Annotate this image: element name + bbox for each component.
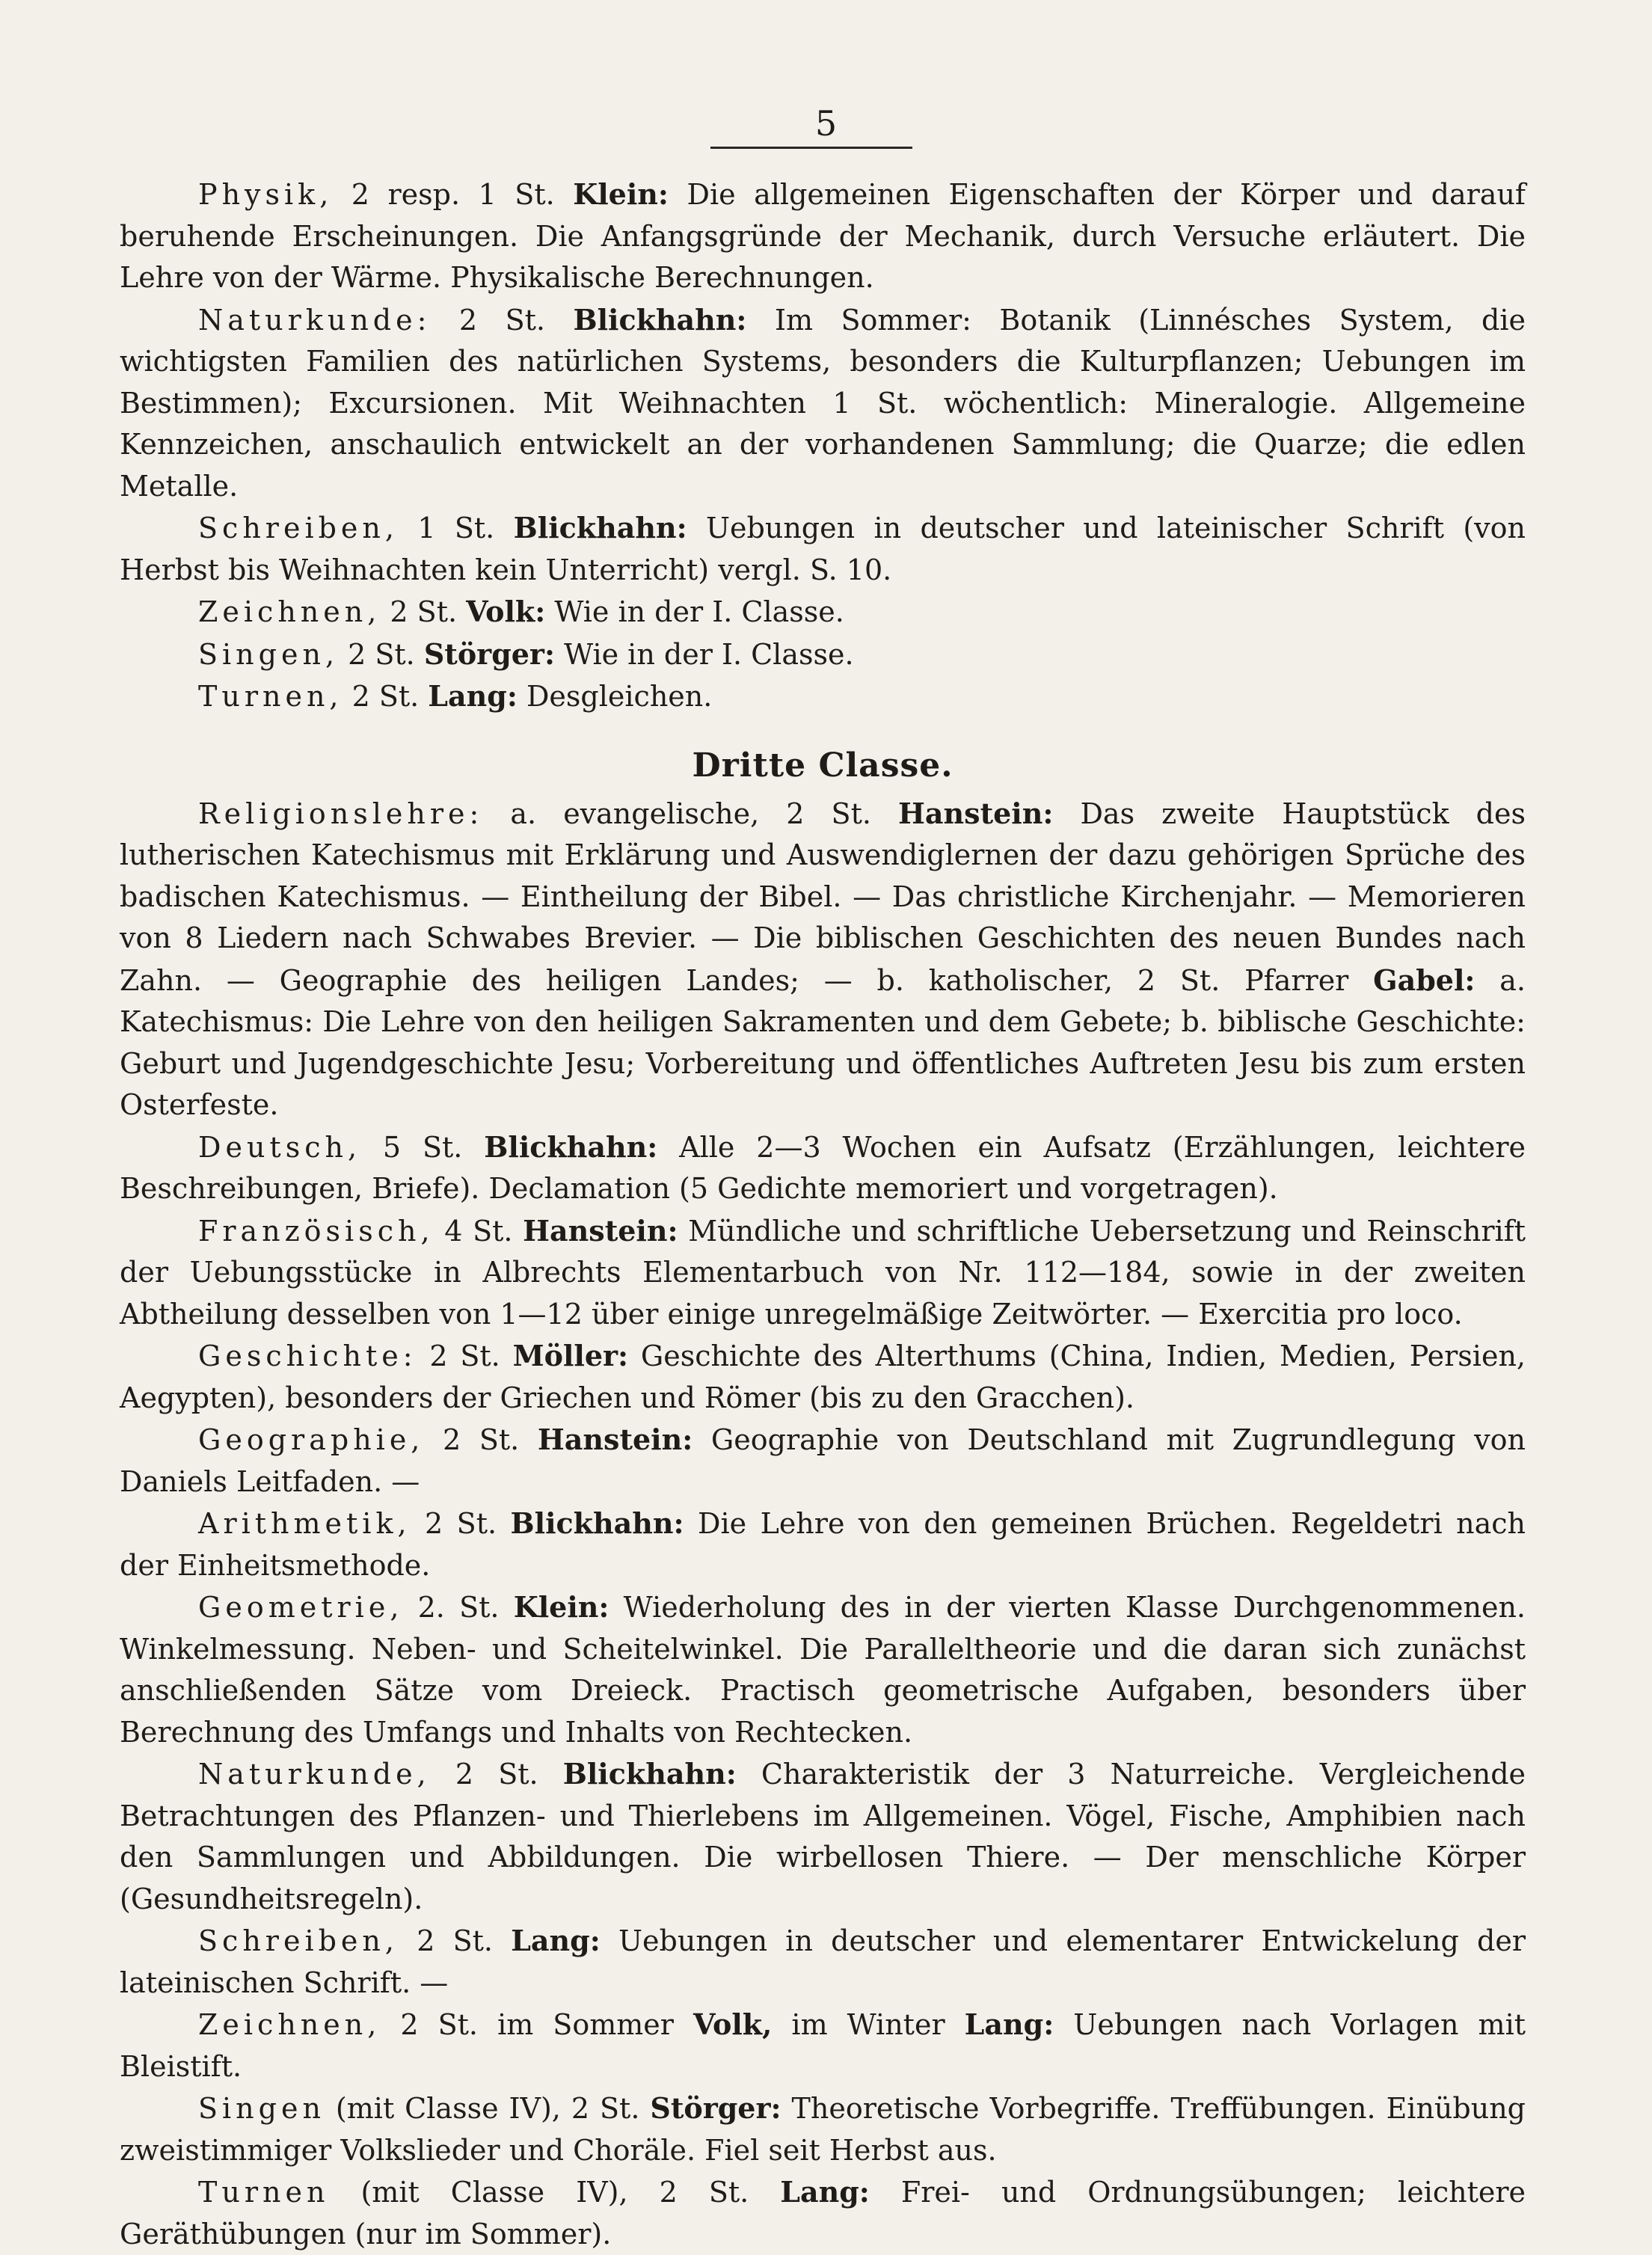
subject-label: Geometrie, [198, 1591, 404, 1624]
paragraph-text: Charakteristik der 3 Naturreiche. Vergleichende Betrachtungen des Pflanzen- und Thierlebens im Allgemeinen. Vögel, Fische, Amphibien nach den Sammlungen und Abbildungen. Die wirbellosen Thiere. — Der menschliche Körper (Gesundheitsregeln). [120, 1758, 1526, 1915]
subject-label: Singen, [198, 637, 340, 671]
teacher-name: Möller: [512, 1339, 629, 1372]
teacher-name: Lang: [511, 1924, 601, 1957]
subject-label: Naturkunde: [198, 303, 432, 337]
paragraph-text-continued: Uebungen nach Vorlagen mit Bleistift. [120, 2008, 1526, 2083]
teacher-name: Hanstein: [898, 796, 1054, 830]
teacher-name: Blickhahn: [484, 1129, 658, 1164]
paragraph-naturkunde [120, 299, 1526, 508]
lesson-hours: 2. St. [403, 1591, 514, 1624]
page-body [120, 174, 1526, 2255]
header-rule [710, 147, 912, 149]
lesson-hours: (mit Classe IV), 2 St. [325, 2092, 651, 2125]
teacher-name: Klein: [573, 177, 669, 211]
teacher-name-secondary: Gabel: [1373, 963, 1476, 997]
paragraph-text: Uebungen in deutscher und elementarer Entwickelung der lateinischen Schrift. — [120, 1924, 1526, 1999]
paragraph-religionslehre [120, 793, 1526, 1126]
paragraph-text: Das zweite Hauptstück des lutherischen Katechismus mit Erklärung und Auswendiglernen der dazu gehörigen Sprüche des badischen Katechismus. — Eintheilung der Bibel. — Das christliche Kirchenjahr. — Memorieren von 8 Liedern nach Schwabes Brevier. — Die biblischen Geschichten des neuen Bundes nach Zahn. — Geographie des heiligen Landes; — b. katholischer, 2 St. Pfarrer [120, 797, 1526, 997]
paragraph-text: Die allgemeinen Eigenschaften der Körper und darauf beruhende Erscheinungen. Die Anfangsgründe der Mechanik, durch Versuche erläutert. Die Lehre von der Wärme. Physikalische Berechnungen. [120, 178, 1526, 294]
subject-label: Zeichnen, [198, 2008, 381, 2041]
page-number: 5 [814, 103, 838, 144]
subject-label: Turnen, [198, 680, 343, 713]
paragraph-zeichnen [120, 591, 1526, 633]
paragraph-text: Die Lehre von den gemeinen Brüchen. Regeldetri nach der Einheitsmethode. [120, 1507, 1526, 1582]
teacher-name-secondary: Lang: [964, 2007, 1054, 2041]
paragraph-singen [120, 633, 1526, 676]
subject-label: Deutsch, [198, 1130, 362, 1164]
lesson-hours: (mit Classe IV), 2 St. [329, 2176, 781, 2209]
paragraph-geometrie [120, 1586, 1526, 1753]
teacher-name: Störger: [650, 2091, 782, 2125]
teacher-name: Blickhahn: [573, 302, 747, 337]
paragraph-singen-dritte [120, 2087, 1526, 2171]
paragraph-schreiben-dritte [120, 1920, 1526, 2004]
lesson-hours: 2 St. [424, 1423, 538, 1456]
teacher-name: Blickhahn: [510, 1506, 684, 1540]
lesson-hours: 2 St. [430, 1758, 563, 1791]
teacher-name: Lang: [780, 2175, 870, 2209]
paragraph-text: Wie in der I. Classe. [545, 595, 844, 628]
paragraph-geographie [120, 1419, 1526, 1503]
subject-label: Naturkunde, [198, 1758, 431, 1791]
teacher-name: Störger: [423, 636, 555, 671]
lesson-hours: a. evangelische, 2 St. [483, 797, 899, 830]
paragraph-turnen-dritte [120, 2171, 1526, 2255]
paragraph-geschichte [120, 1335, 1526, 1419]
paragraph-text: Wiederholung des in der vierten Klasse Durchgenommenen. Winkelmessung. Neben- und Scheitelwinkel. Die Paralleltheorie und die daran sich zunächst anschließenden Sätze vom Dreieck. Practisch geometrische Aufgaben, besonders über Berechnung des Umfangs und Inhalts von Rechtecken. [120, 1591, 1526, 1749]
lesson-hours: 2 St. im Sommer [381, 2008, 694, 2041]
teacher-name: Klein: [513, 1590, 609, 1624]
lesson-hours: 2 St. [417, 1340, 513, 1372]
subject-label: Religionslehre: [198, 797, 484, 830]
paragraph-text: Alle 2—3 Wochen ein Aufsatz (Erzählungen, leichtere Beschreibungen, Briefe). Declamation (5 Gedichte memoriert und vorgetragen). [120, 1130, 1526, 1205]
teacher-name: Volk: [466, 595, 546, 628]
paragraph-text-continued: a. Katechismus: Die Lehre von den heiligen Sakramenten und dem Gebete; b. biblische Geschichte: Geburt und Jugendgeschichte Jesu; Vorbereitung und öffentliches Auftreten Jesu bis zum ersten Osterfeste. [120, 963, 1526, 1121]
lesson-hours: 2 St. [339, 637, 424, 671]
subject-label: Zeichnen, [198, 595, 381, 628]
lesson-hours: 1 St. [398, 512, 514, 544]
paragraph-text: Uebungen in deutscher und lateinischer Schrift (von Herbst bis Weihnachten kein Unterricht) vergl. S. 10. [120, 512, 1526, 586]
paragraph-text: Mündliche und schriftliche Uebersetzung und Reinschrift der Uebungsstücke in Albrechts Elementarbuch von Nr. 112—184, sowie in der zweiten Abtheilung desselben von 1—12 über einige unregelmäßige Zeitwörter. — Exercitia pro loco. [120, 1214, 1526, 1331]
subject-label: Turnen [198, 2176, 330, 2209]
lesson-hours: 2 St. [411, 1507, 511, 1540]
lesson-hours: 2 resp. 1 St. [333, 178, 574, 211]
teacher-name: Hanstein: [523, 1213, 678, 1248]
paragraph-physik [120, 174, 1526, 299]
section-heading: Dritte Classe. [692, 746, 954, 785]
teacher-name: Hanstein: [537, 1423, 693, 1456]
paragraph-franzoesisch [120, 1210, 1526, 1336]
paragraph-turnen [120, 675, 1526, 718]
teacher-name: Blickhahn: [513, 511, 687, 544]
subject-label: Geographie, [198, 1423, 425, 1456]
paragraph-text: Im Sommer: Botanik (Linnésches System, die wichtigsten Familien des natürlichen Systems, besonders die Kulturpflanzen; Uebungen im Bestimmen); Excursionen. Mit Weihnachten 1 St. wöchentlich: Mineralogie. Allgemeine Kennzeichen, anschaulich entwickelt an der vorhandenen Sammlung; die Quarze; die edlen Metalle. [120, 303, 1526, 503]
paragraph-text: Geographie von Deutschland mit Zugrundlegung von Daniels Leitfaden. — [120, 1423, 1526, 1498]
lesson-hours: 2 St. [398, 1924, 512, 1957]
subject-label: Schreiben, [198, 1924, 399, 1957]
paragraph-text: Theoretische Vorbegriffe. Treffübungen. Einübung zweistimmiger Volkslieder und Choräle. Fiel seit Herbst aus. [120, 2092, 1526, 2167]
lesson-hours: 4 St. [434, 1214, 523, 1248]
paragraph-text: Wie in der I. Classe. [554, 637, 854, 671]
subject-label: Schreiben, [198, 512, 399, 544]
paragraph-zeichnen-dritte [120, 2004, 1526, 2087]
teacher-name: Lang: [428, 679, 518, 713]
lesson-hours: 2 St. [381, 595, 467, 628]
paragraph-naturkunde-dritte [120, 1753, 1526, 1920]
subject-label: Französisch, [198, 1214, 435, 1248]
paragraph-text: Frei- und Ordnungsübungen; leichtere Geräthübungen (nur im Sommer). [120, 2176, 1526, 2251]
subject-label: Singen [198, 2092, 325, 2125]
paragraph-schreiben [120, 507, 1526, 591]
subject-label: Physik, [198, 178, 334, 211]
paragraph-text: Geschichte des Alterthums (China, Indien, Medien, Persien, Aegypten), besonders der Griechen und Römer (bis zu den Gracchen). [120, 1340, 1526, 1414]
paragraph-text: im Winter [772, 2008, 965, 2041]
lesson-hours: 2 St. [343, 680, 429, 713]
paragraph-text: Desgleichen. [517, 680, 713, 713]
subject-label: Arithmetik, [198, 1507, 411, 1540]
teacher-name: Blickhahn: [562, 1757, 737, 1791]
paragraph-arithmetik [120, 1503, 1526, 1586]
lesson-hours: 5 St. [361, 1130, 485, 1164]
teacher-name: Volk, [693, 2007, 773, 2041]
paragraph-deutsch [120, 1126, 1526, 1210]
subject-label: Geschichte: [198, 1340, 417, 1372]
lesson-hours: 2 St. [431, 303, 574, 337]
